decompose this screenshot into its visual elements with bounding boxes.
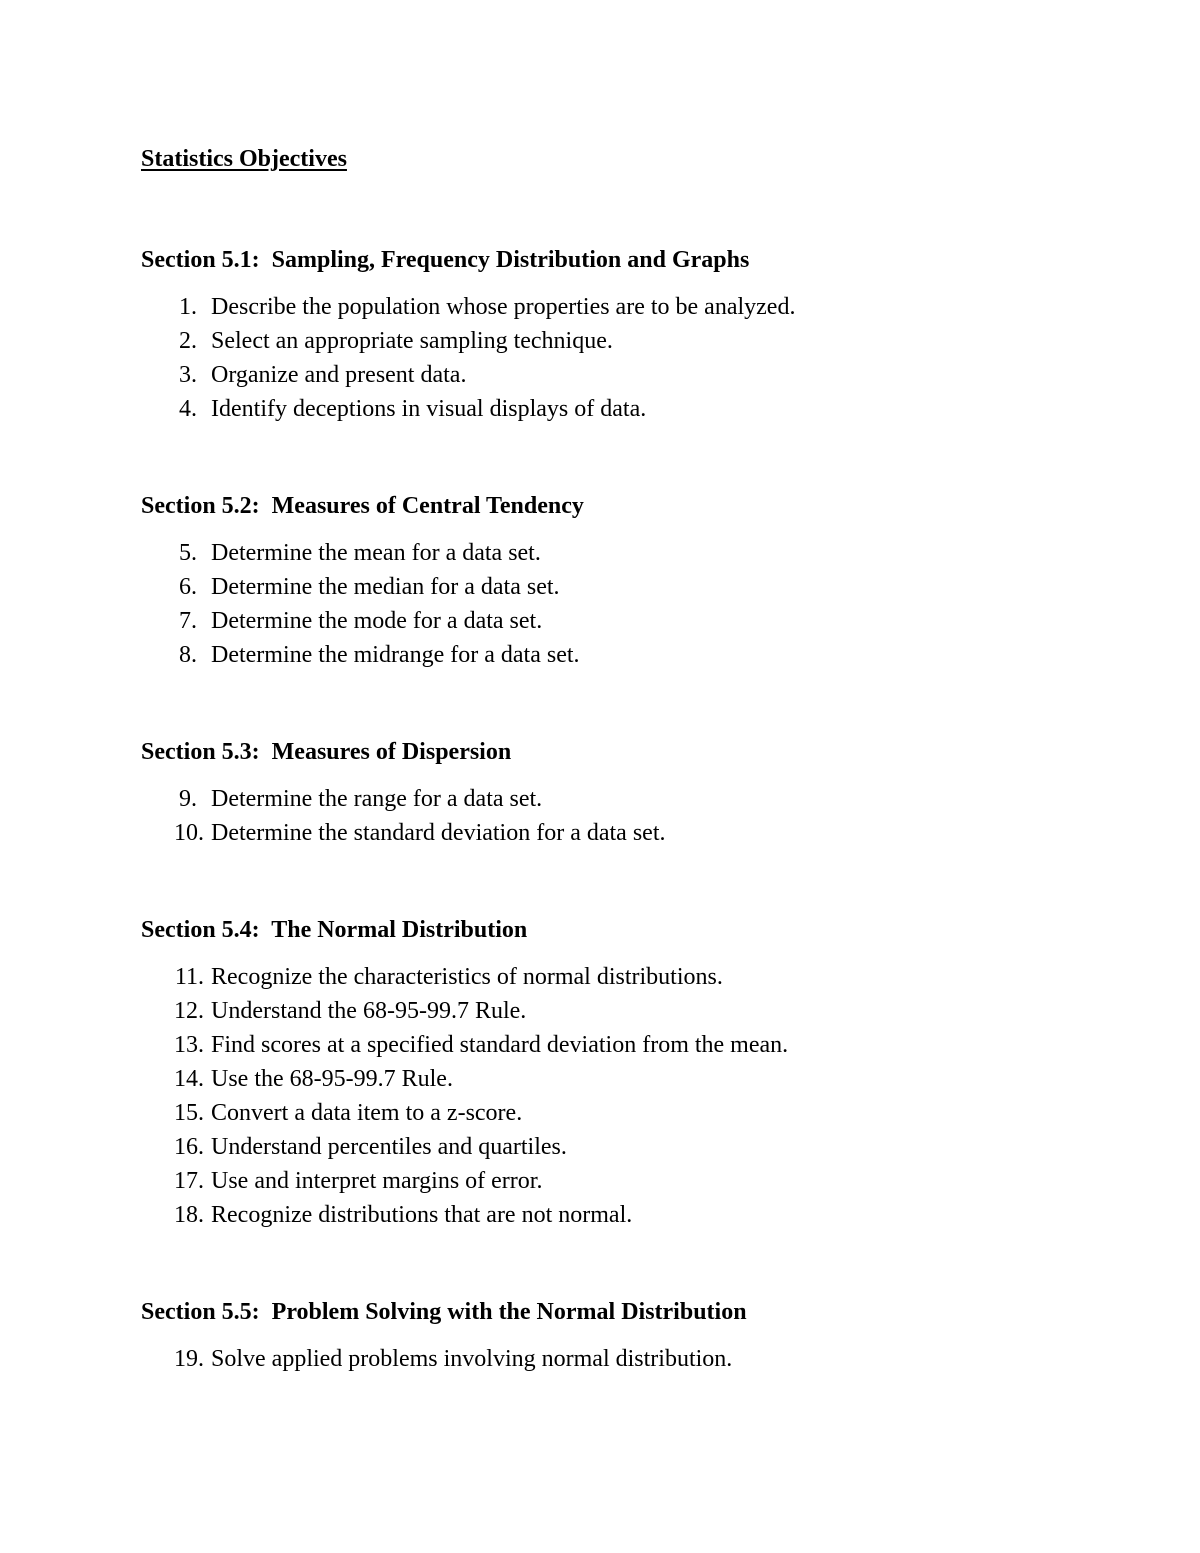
objective-text: Find scores at a specified standard deviation from the mean. [211,1032,789,1058]
objective-number: 19. [174,1346,204,1372]
section-heading: Section 5.1: Sampling, Frequency Distribution and Graphs [141,247,750,273]
objective-list [141,536,1100,672]
objective-item [141,638,1100,672]
section-5-1 [141,245,1100,426]
objective-text: Identify deceptions in visual displays of data. [211,396,647,422]
objective-item [141,570,1100,604]
objective-number: 8. [179,642,197,668]
objective-list [141,1342,1100,1376]
objective-number: 5. [179,540,197,566]
section-heading: Section 5.4: The Normal Distribution [141,917,528,943]
objective-text: Recognize the characteristics of normal distributions. [211,964,723,990]
objective-list [141,782,1100,850]
objective-text: Determine the midrange for a data set. [211,642,580,668]
section-heading: Section 5.5: Problem Solving with the Normal Distribution [141,1299,747,1325]
objective-item [141,290,1100,324]
objective-number: 16. [174,1134,204,1160]
objective-number: 11. [174,964,204,990]
objective-item [141,782,1100,816]
objective-item [141,1164,1100,1198]
objective-item [141,1028,1100,1062]
objective-number: 18. [174,1202,204,1228]
objective-item [141,358,1100,392]
objective-number: 15. [174,1100,204,1126]
objective-item [141,1130,1100,1164]
objective-number: 12. [174,998,204,1024]
section-heading: Section 5.3: Measures of Dispersion [141,739,512,765]
objective-text: Organize and present data. [211,362,467,388]
objective-text: Determine the mode for a data set. [211,608,543,634]
objective-item [141,536,1100,570]
objective-number: 7. [179,608,197,634]
objective-item [141,1198,1100,1232]
objective-list [141,960,1100,1232]
objective-text: Use the 68-95-99.7 Rule. [211,1066,453,1092]
objective-text: Determine the median for a data set. [211,574,560,600]
section-5-5 [141,1297,1100,1376]
objective-item [141,1062,1100,1096]
objective-item [141,324,1100,358]
section-heading: Section 5.2: Measures of Central Tendency [141,493,584,519]
objective-item [141,994,1100,1028]
objective-text: Convert a data item to a z-score. [211,1100,523,1126]
objective-number: 1. [179,294,197,320]
objective-item [141,816,1100,850]
section-5-2 [141,491,1100,672]
objective-item [141,1096,1100,1130]
objective-text: Determine the standard deviation for a data set. [211,820,666,846]
objective-text: Recognize distributions that are not normal. [211,1202,633,1228]
objective-number: 14. [174,1066,204,1092]
objective-item [141,604,1100,638]
objective-text: Understand the 68-95-99.7 Rule. [211,998,527,1024]
objective-text: Solve applied problems involving normal distribution. [211,1346,733,1372]
objective-text: Describe the population whose properties are to be analyzed. [211,294,796,320]
objective-text: Understand percentiles and quartiles. [211,1134,567,1160]
section-5-3 [141,737,1100,850]
objective-item [141,392,1100,426]
objective-text: Use and interpret margins of error. [211,1168,543,1194]
objective-text: Determine the mean for a data set. [211,540,541,566]
objective-number: 13. [174,1032,204,1058]
objective-number: 17. [174,1168,204,1194]
objective-number: 10. [174,820,204,846]
objective-number: 6. [179,574,197,600]
objective-number: 2. [179,328,197,354]
objective-text: Select an appropriate sampling technique. [211,328,613,354]
objective-item [141,1342,1100,1376]
objective-list [141,290,1100,426]
objective-item [141,960,1100,994]
document-title: Statistics Objectives [141,146,347,172]
section-5-4 [141,915,1100,1232]
objective-number: 4. [179,396,197,422]
objective-number: 3. [179,362,197,388]
objective-text: Determine the range for a data set. [211,786,543,812]
objective-number: 9. [179,786,197,812]
